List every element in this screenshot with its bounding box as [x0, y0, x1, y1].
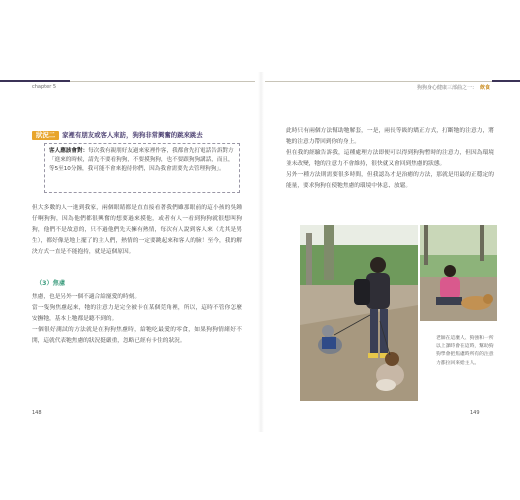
body-paragraph-left-2: 焦慮，也是另外一個不適合給寵愛的時刻。 當一隻狗焦慮起來，牠的注意力是完全被卡在某個莞角裡，所以，這時不管你怎麼安撫牠，基本上牠都是聽不到的。 一個很好測試的方法就是在狗狗焦慮時，給牠吃最愛的零食，如果狗狗情緒好不開，這就代表牠焦慮的狀況挺嚴重，忽略已經有卡住的狀況。	[32, 294, 242, 344]
tip-box	[44, 143, 240, 193]
running-header-right-bold: 飲食	[479, 85, 490, 91]
running-header-left: chapter 5	[32, 84, 57, 90]
section-heading	[32, 131, 242, 140]
tip-label: 客人應該會對：	[49, 148, 89, 154]
header-band-right	[492, 80, 520, 82]
section-heading-text: 家裡有朋友或客人來訪，狗狗非常興奮的跳來跳去	[62, 131, 203, 139]
body-paragraph-left-1: 但大多數的人一進到我家，兩個眼睛都是直直接看著我們雖那眼前的這小孩的吳鍾仔啊狗狗，因為他們都很興奮的想要過來摸他，或者有人一看到狗狗就很想叫狗狗，他們不是故意的，只不過他們先天擁有熱情，每次有人說到客人來（尤其是男生），都好像是地上擺了的主人們，熱情的一定要跳起來和客人的臉！至今，我的解決方式一直是不能抱持，就是這個原因。	[32, 205, 242, 255]
photo-sitting-illustration	[420, 225, 497, 321]
subheading-anxiety: （3）焦慮	[36, 280, 66, 287]
photo-walking-illustration	[300, 225, 418, 401]
body-paragraph-right: 此時只有兩個方法幫助牠解套，一是，兩長等級的矯正方式，打斷牠的注意力，將牠的注意力帶回到你的身上。 但在我的經驗告訴我，這種處理方法即便可以得到狗狗暫時的注意力，但因為環境並未改變，牠的注意力不會維持，很快就又會回到焦慮的狀態。 另外一種方法則需要很多時間，但我認為才是治癒的方法，那就是用最的正穩定的能量，要求狗狗在使牠焦慮的環境中休息、放鬆。	[286, 128, 494, 189]
header-rule-left	[70, 81, 255, 82]
header-band-left	[0, 80, 70, 82]
running-header-right	[417, 84, 490, 91]
page-number-left: 148	[32, 410, 42, 416]
page-gutter	[258, 72, 264, 432]
running-header-right-text: 狗狗身心健康三部曲之一：	[416, 85, 477, 91]
situation-tag: 狀況二	[32, 131, 59, 140]
photo-caption: 老師在這麼人、狗強和一所以上課時會在這時，幫助狗狗學會把焦慮時所有的注意力都拉回來給主人。	[436, 336, 494, 366]
tip-text: 每次我有親朋好友過來家裡作客，我都會先打電話告訴對方「進來的時候，請先不要看狗狗，不要摸狗狗，也不要跟狗狗講話，而且，等5至10分鐘，我可能不會來抱待你們，因為我會需要先去管理狗狗」。	[49, 148, 234, 173]
photo-person-walking-dogs	[300, 225, 418, 401]
photo-person-with-dog	[420, 225, 497, 321]
page-number-right: 149	[470, 410, 480, 416]
header-rule-right	[265, 81, 492, 82]
